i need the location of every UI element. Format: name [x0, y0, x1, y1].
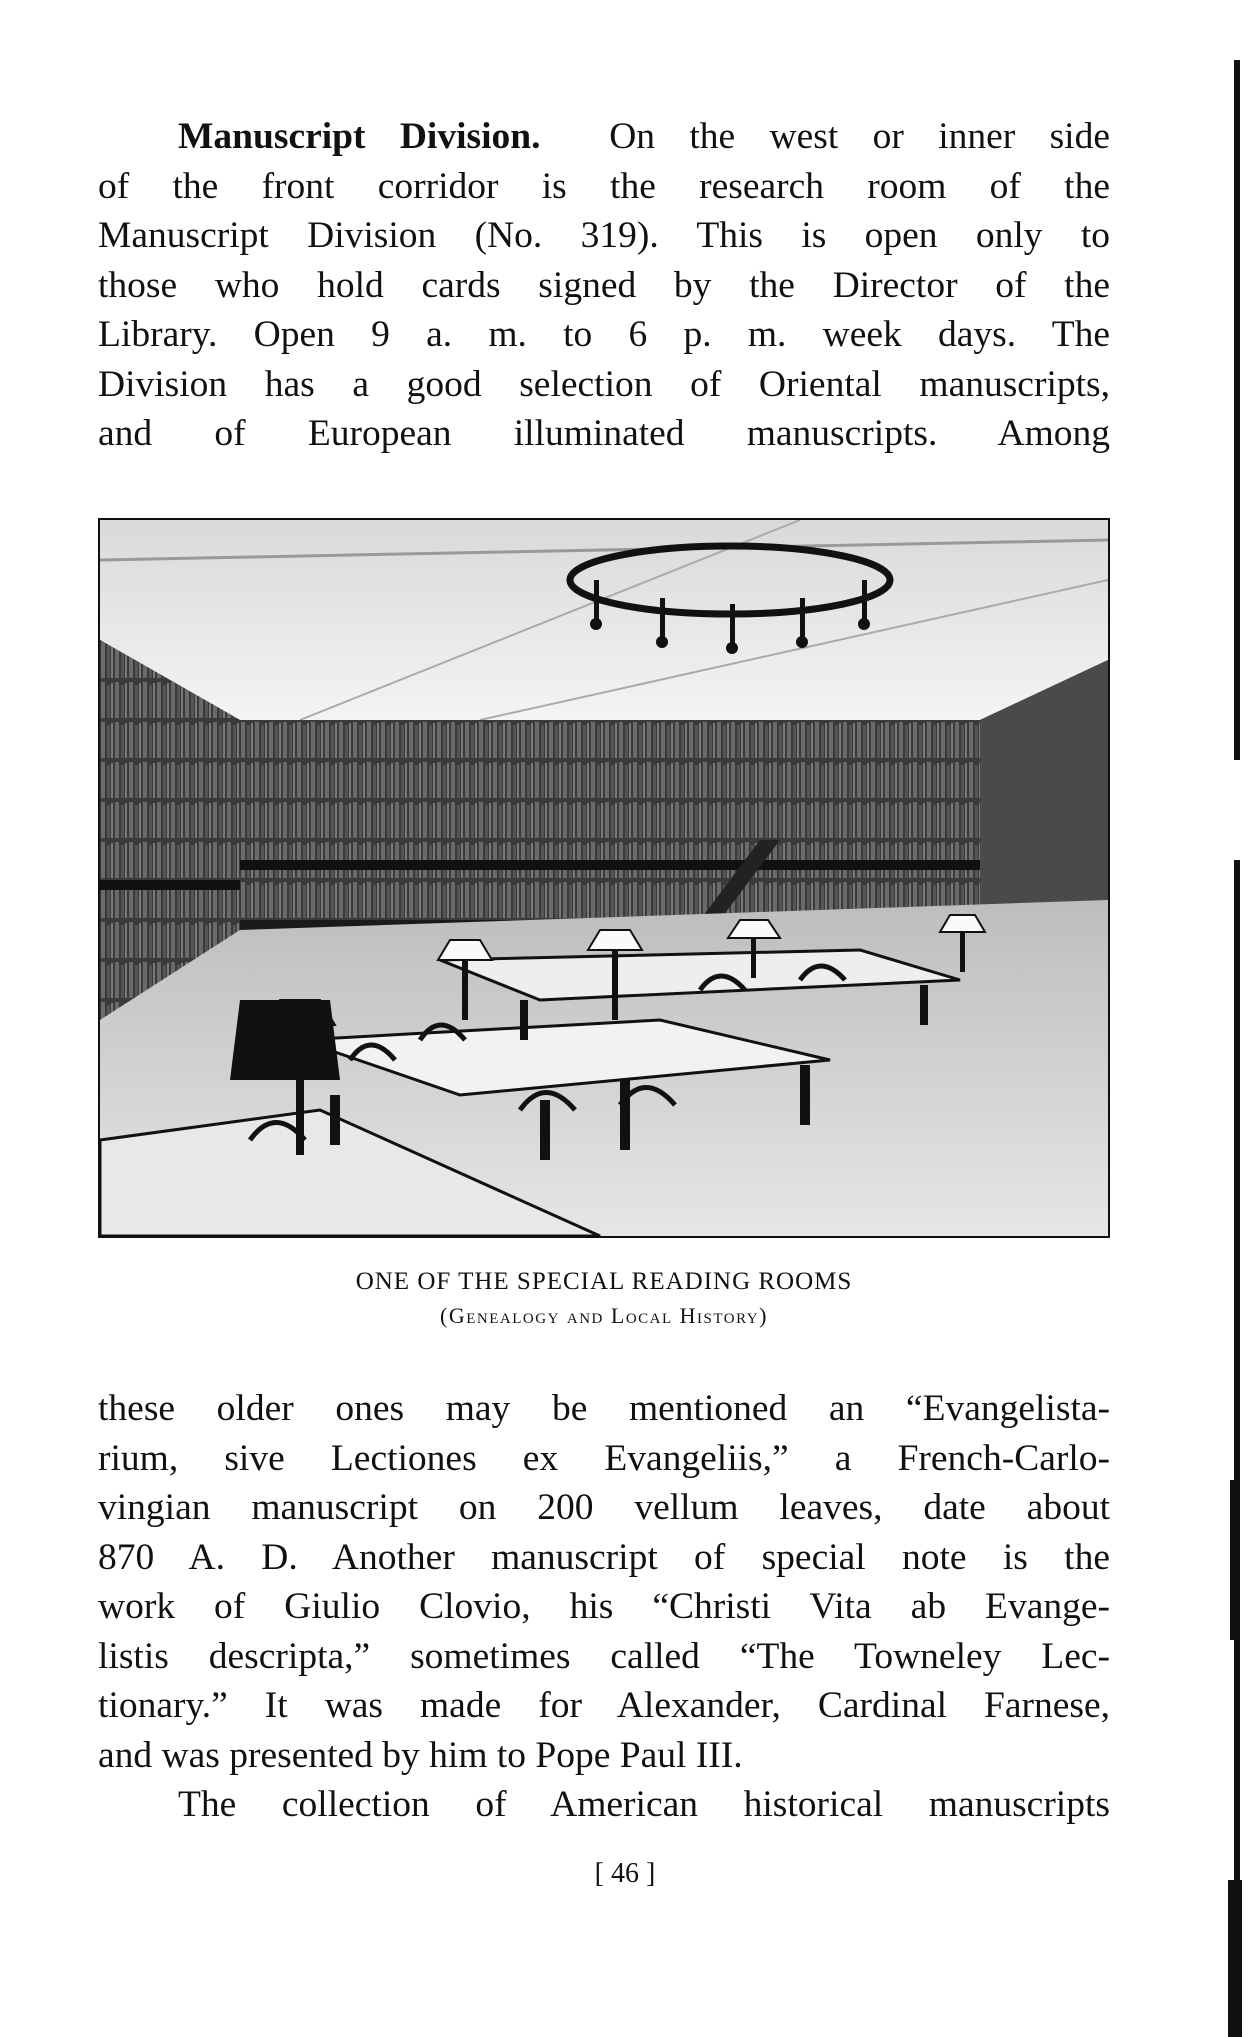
- text-line: Division has a good selection of Oriental manuscripts,: [98, 363, 1110, 405]
- text-line: Library. Open 9 a. m. to 6 p. m. week days. The: [98, 314, 1110, 355]
- text-line: Manuscript Division. On the west or inner side: [178, 116, 1110, 157]
- text-line: The collection of American historical manuscripts: [178, 1784, 1110, 1825]
- text-line: these older ones may be mentioned an “Evangelista-: [98, 1388, 1110, 1429]
- paragraph-american-manuscripts: [98, 1780, 1110, 1830]
- paragraph-evangelistarium: [98, 1384, 1110, 1780]
- paragraph-manuscript-division: [98, 112, 1110, 459]
- text-line: of the front corridor is the research room of the: [98, 165, 1110, 207]
- text-line: rium, sive Lectiones ex Evangeliis,” a French-Carlo-: [98, 1437, 1110, 1479]
- text-line: 870 A. D. Another manuscript of special note is the: [98, 1536, 1110, 1578]
- text-line: vingian manuscript on 200 vellum leaves, date about: [98, 1487, 1110, 1528]
- reading-room-illustration: [100, 520, 1108, 1236]
- text-line: those who hold cards signed by the Director of the: [98, 264, 1110, 306]
- page-edge-shadow: [1220, 0, 1250, 2037]
- text-line: tionary.” It was made for Alexander, Cardinal Farnese,: [98, 1685, 1110, 1726]
- text-line: and of European illuminated manuscripts. Among: [98, 413, 1110, 454]
- text-line: Manuscript Division (No. 319). This is open only to: [98, 215, 1110, 256]
- page-number: [ 46 ]: [594, 1858, 656, 1889]
- figure-caption-subtitle: (Genealogy and Local History): [440, 1303, 768, 1328]
- text-line: listis descripta,” sometimes called “The Towneley Lec-: [98, 1635, 1110, 1677]
- text-line: work of Giulio Clovio, his “Christi Vita ab Evange-: [98, 1586, 1110, 1627]
- section-heading: Manuscript Division.: [178, 116, 541, 157]
- reading-room-photograph: [98, 518, 1110, 1238]
- figure-caption-title: ONE OF THE SPECIAL READING ROOMS: [355, 1268, 853, 1295]
- text-line: and was presented by him to Pope Paul III.: [98, 1734, 743, 1776]
